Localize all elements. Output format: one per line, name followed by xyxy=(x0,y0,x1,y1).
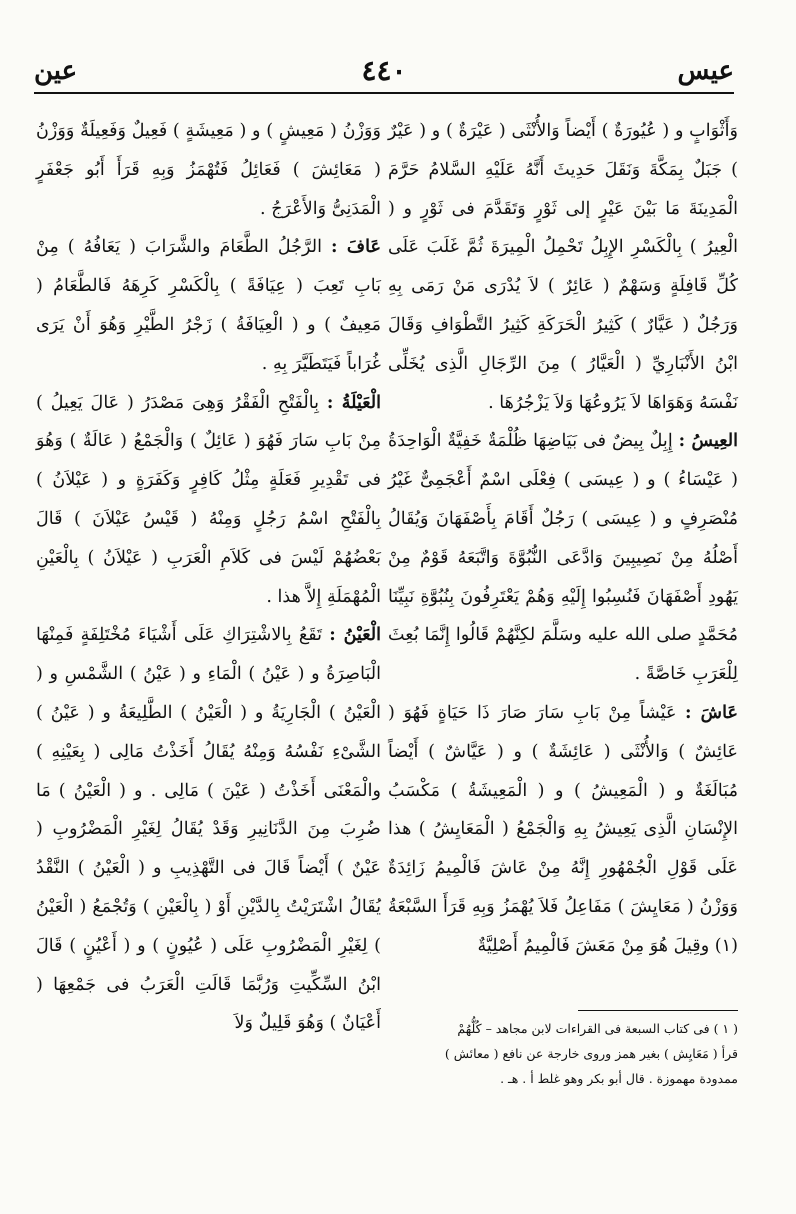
entry-headword: الْعَيْلَةُ : xyxy=(326,391,382,413)
footnote-line: قرأ ( مَعَايِش ) بغير همز وروى خارجة عن نافع ( معائش ) xyxy=(444,1046,738,1061)
footnote-separator xyxy=(578,1010,738,1011)
entry-paragraph xyxy=(388,422,738,694)
entry-text: وَأَثْوَابٍ و ( عُيُورَةٌ ) أَيْضاً وَالأُنْثَى ( عَيْرَةٌ ) و ( عَيْرٌ ) جَبَلٌ بِمَكَّةَ وَنَقَلَ حَدِيثَ أَنَّهُ عَلَيْهِ السَّلامُ حَرَّمَ الْمَدِينَةَ مَا بَيْنَ عَيْرٍ إلى ثَوْرٍ وَتَقَدَّمَ فى ثَوْرٍ و ( الْعِيرُ ) بِالْكَسْرِ الإِبِلُ تَحْمِلُ الْمِيرَةَ ثُمَّ غَلَبَ عَلَى كُلِّ قَافِلَةٍ وَسَهْمٌ ( عَائِرٌ ) لاَ يُدْرَى مَنْ رَمَى بِهِ وَرَجُلٌ ( عَيَّارٌ ) كَثِيرُ الْحَرَكَةِ كَثِيرُ التَّطْوَافِ وَقَالَ ابْنُ الأَنْبَارِيِّ ( الْعَيَّارُ ) مِنَ الرِّجَالِ الَّذِى يُخَلِّى نَفْسَهُ وَهَوَاهَا لاَ يَرُوعُهَا وَلاَ يَزْجُرُهَا . xyxy=(388,121,738,413)
left-column xyxy=(36,112,381,1043)
running-headword-left: عين xyxy=(34,56,78,86)
page-header xyxy=(34,52,734,94)
entry-paragraph xyxy=(36,228,381,383)
entry-text: إِبِلٌ بِيضٌ فى بَيَاضِهَا ظُلْمَةٌ خَفِيَّةٌ الْوَاحِدَةُ ( عَيْسَاءُ ) و ( عِيسَى ) فِعْلَى اسْمٌ أَعْجَمِىٌّ غَيْرُ مُنْصَرِفٍ و ( عِيسَى ) رَجُلٌ أَقَامَ بِأَصْفَهَانَ وَيُقَالُ أَصْلُهُ مِنْ نَصِيبِينَ وَادَّعَى النُّبُوَّةَ وَاتَّبَعَهُ قَوْمٌ مِنْ يَهُودِ أَصْفَهَانَ فَنُسِبُوا إِلَيْهِ وَهُمْ يَعْتَرِفُونَ بِنُبُوَّةِ نَبِيِّنَا مُحَمَّدٍ صلى الله عليه وسَلَّمَ لكِنَّهُمْ قَالُوا إِنَّمَا بُعِثَ لِلْعَرَبِ خَاصَّةً . xyxy=(388,431,738,685)
entry-text: بِالْفَتْحِ الْفَقْرُ وَهِىَ مَصْدَرُ ( عَالَ يَعِيلُ ) مِنْ بَابِ سَارَ فَهُوَ ( عَائِلٌ ) وَالْجَمْعُ ( عَالَةٌ ) وَهُوَ فى تَقْدِيرِ فَعَلَةٍ مِثْلُ كَافِرٍ وَكَفَرَةٍ و ( عَيْلاَنُ ) بِالْفَتْحِ اسْمُ رَجُلٍ وَمِنْهُ ( قَيْسُ عَيْلاَنَ ) قَالَ بَعْضُهُمْ لَيْسَ فى كَلاَمِ الْعَرَبِ ( عَيْلاَنُ ) بِالْعَيْنِ الْمُهْمَلَةِ إِلاَّ هذا . xyxy=(36,392,381,607)
entry-text: عَيْشاً مِنْ بَابِ سَارَ صَارَ ذَا حَيَاةٍ فَهُوَ ( عَائِشٌ ) وَالأُنْثَى ( عَائِشَةٌ ) و ( عَيَّاشٌ ) أَيْضاً مُبَالَغَةٌ و ( الْمَعِيشُ ) و ( الْمَعِيشَةُ ) مَكْسَبُ الإِنْسَانِ الَّذِى يَعِيشُ بِهِ وَالْجَمْعُ ( الْمَعَايِشُ ) هذا عَلَى قَوْلِ الْجُمْهُورِ إِنَّهُ مِنْ عَاشَ فَالْمِيمُ زَائِدَةٌ وَوَزْنُ ( مَعَايِشَ ) مَفَاعِلُ فَلاَ يُهْمَزُ وَبِهِ قَرَأَ السَّبْعَةُ (١) وقِيلَ هُوَ مِنْ مَعَشَ فَالْمِيمُ أَصْلِيَّةٌ xyxy=(388,702,738,956)
entry-paragraph xyxy=(388,112,738,422)
footnote xyxy=(388,1016,738,1091)
right-column xyxy=(388,112,738,966)
footnote-line: ممدودة مهموزة . قال أبو بكر وهو غلط أ . هـ . xyxy=(500,1071,738,1086)
entry-headword: العِيسُ : xyxy=(678,430,738,452)
entry-paragraph xyxy=(388,694,738,966)
entry-headword: عَافَ : xyxy=(330,236,382,258)
footnote-line: ( ١ ) فى كتاب السبعة فى القراءات لابن مجاهد – كُلُّهُمْ xyxy=(457,1021,738,1036)
entry-text: تَقَعُ بِالاشْتِرَاكِ عَلَى أَشْيَاءَ مُخْتَلِفَةٍ فَمِنْهَا الْبَاصِرَةُ و ( عَيْنُ ) الْمَاءِ و ( عَيْنُ ) الشَّمْسِ و ( الْعَيْنُ ) الْجَارِيَةُ و ( الْعَيْنُ ) الطَّلِيعَةُ و ( عَيْنُ ) الشَّىْءِ نَفْسُهُ وَمِنْهُ يُقَالُ أَخَذْتُ مَالِى ( بِعَيْنِهِ ) والْمَعْنَى أَخَذْتُ ( عَيْنَ ) مَالِى . و ( الْعَيْنُ ) مَا ضُرِبَ مِنَ الدَّنَانِيرِ وَقَدْ يُقَالُ لِغَيْرِ الْمَضْرُوبِ ( عَيْنٌ ) أَيْضاً قَالَ فى التَّهْذِيبِ و ( الْعَيْنُ ) النَّقْدُ يُقَالُ اشْتَرَيْتُ بِالدَّيْنِ أَوْ ( بِالْعَيْنِ ) وَتُجْمَعُ ( الْعَيْنُ ) لِغَيْرِ الْمَضْرُوبِ عَلَى ( عُيُونٍ ) و ( أَعْيُنٍ ) قَالَ ابْنُ السِّكِّيتِ وَرُبَّمَا قَالَتِ الْعَرَبُ فى جَمْعِهَا ( أَعْيَانٌ ) وَهُوَ قَلِيلٌ وَلاَ xyxy=(36,625,381,1034)
entry-text: الرَّجُلُ الطَّعَامَ والشَّرَابَ ( يَعَافُهُ ) مِنْ بَابِ تَعِبَ ( عِيَافَةً ) بِالْكَسْرِ كَرِهَهُ فَالطَّعَامُ ( مَعِيفٌ ) و ( الْعِيَافَةُ ) زَجْرُ الطَّيْرِ وَهُوَ أَنْ يَرَى غُرَاباً فَيَتَطَيَّرَ بِهِ . xyxy=(36,237,381,374)
entry-headword: الْعَيْنُ : xyxy=(329,624,382,646)
page-number: ٤٤٠ xyxy=(361,54,407,87)
entry-text: وَوَزْنُ ( مَعِيشٍ ) و ( مَعِيشَةٍ ) فَعِيلٌ وَفَعِيلَةٌ وَوَزْنُ ( مَعَائِشَ ) فَعَائِلُ فَتُهْمَزُ وَبِهِ قَرَأَ أَبُو جَعْفَرٍ الْمَدَنِىُّ وَالأَعْرَجُ . xyxy=(36,121,381,219)
entry-paragraph xyxy=(36,616,381,1043)
entry-paragraph xyxy=(36,384,381,617)
entry-paragraph xyxy=(36,112,381,228)
running-headword-right: عيس xyxy=(677,56,734,86)
entry-headword: عَاشَ : xyxy=(685,701,738,723)
